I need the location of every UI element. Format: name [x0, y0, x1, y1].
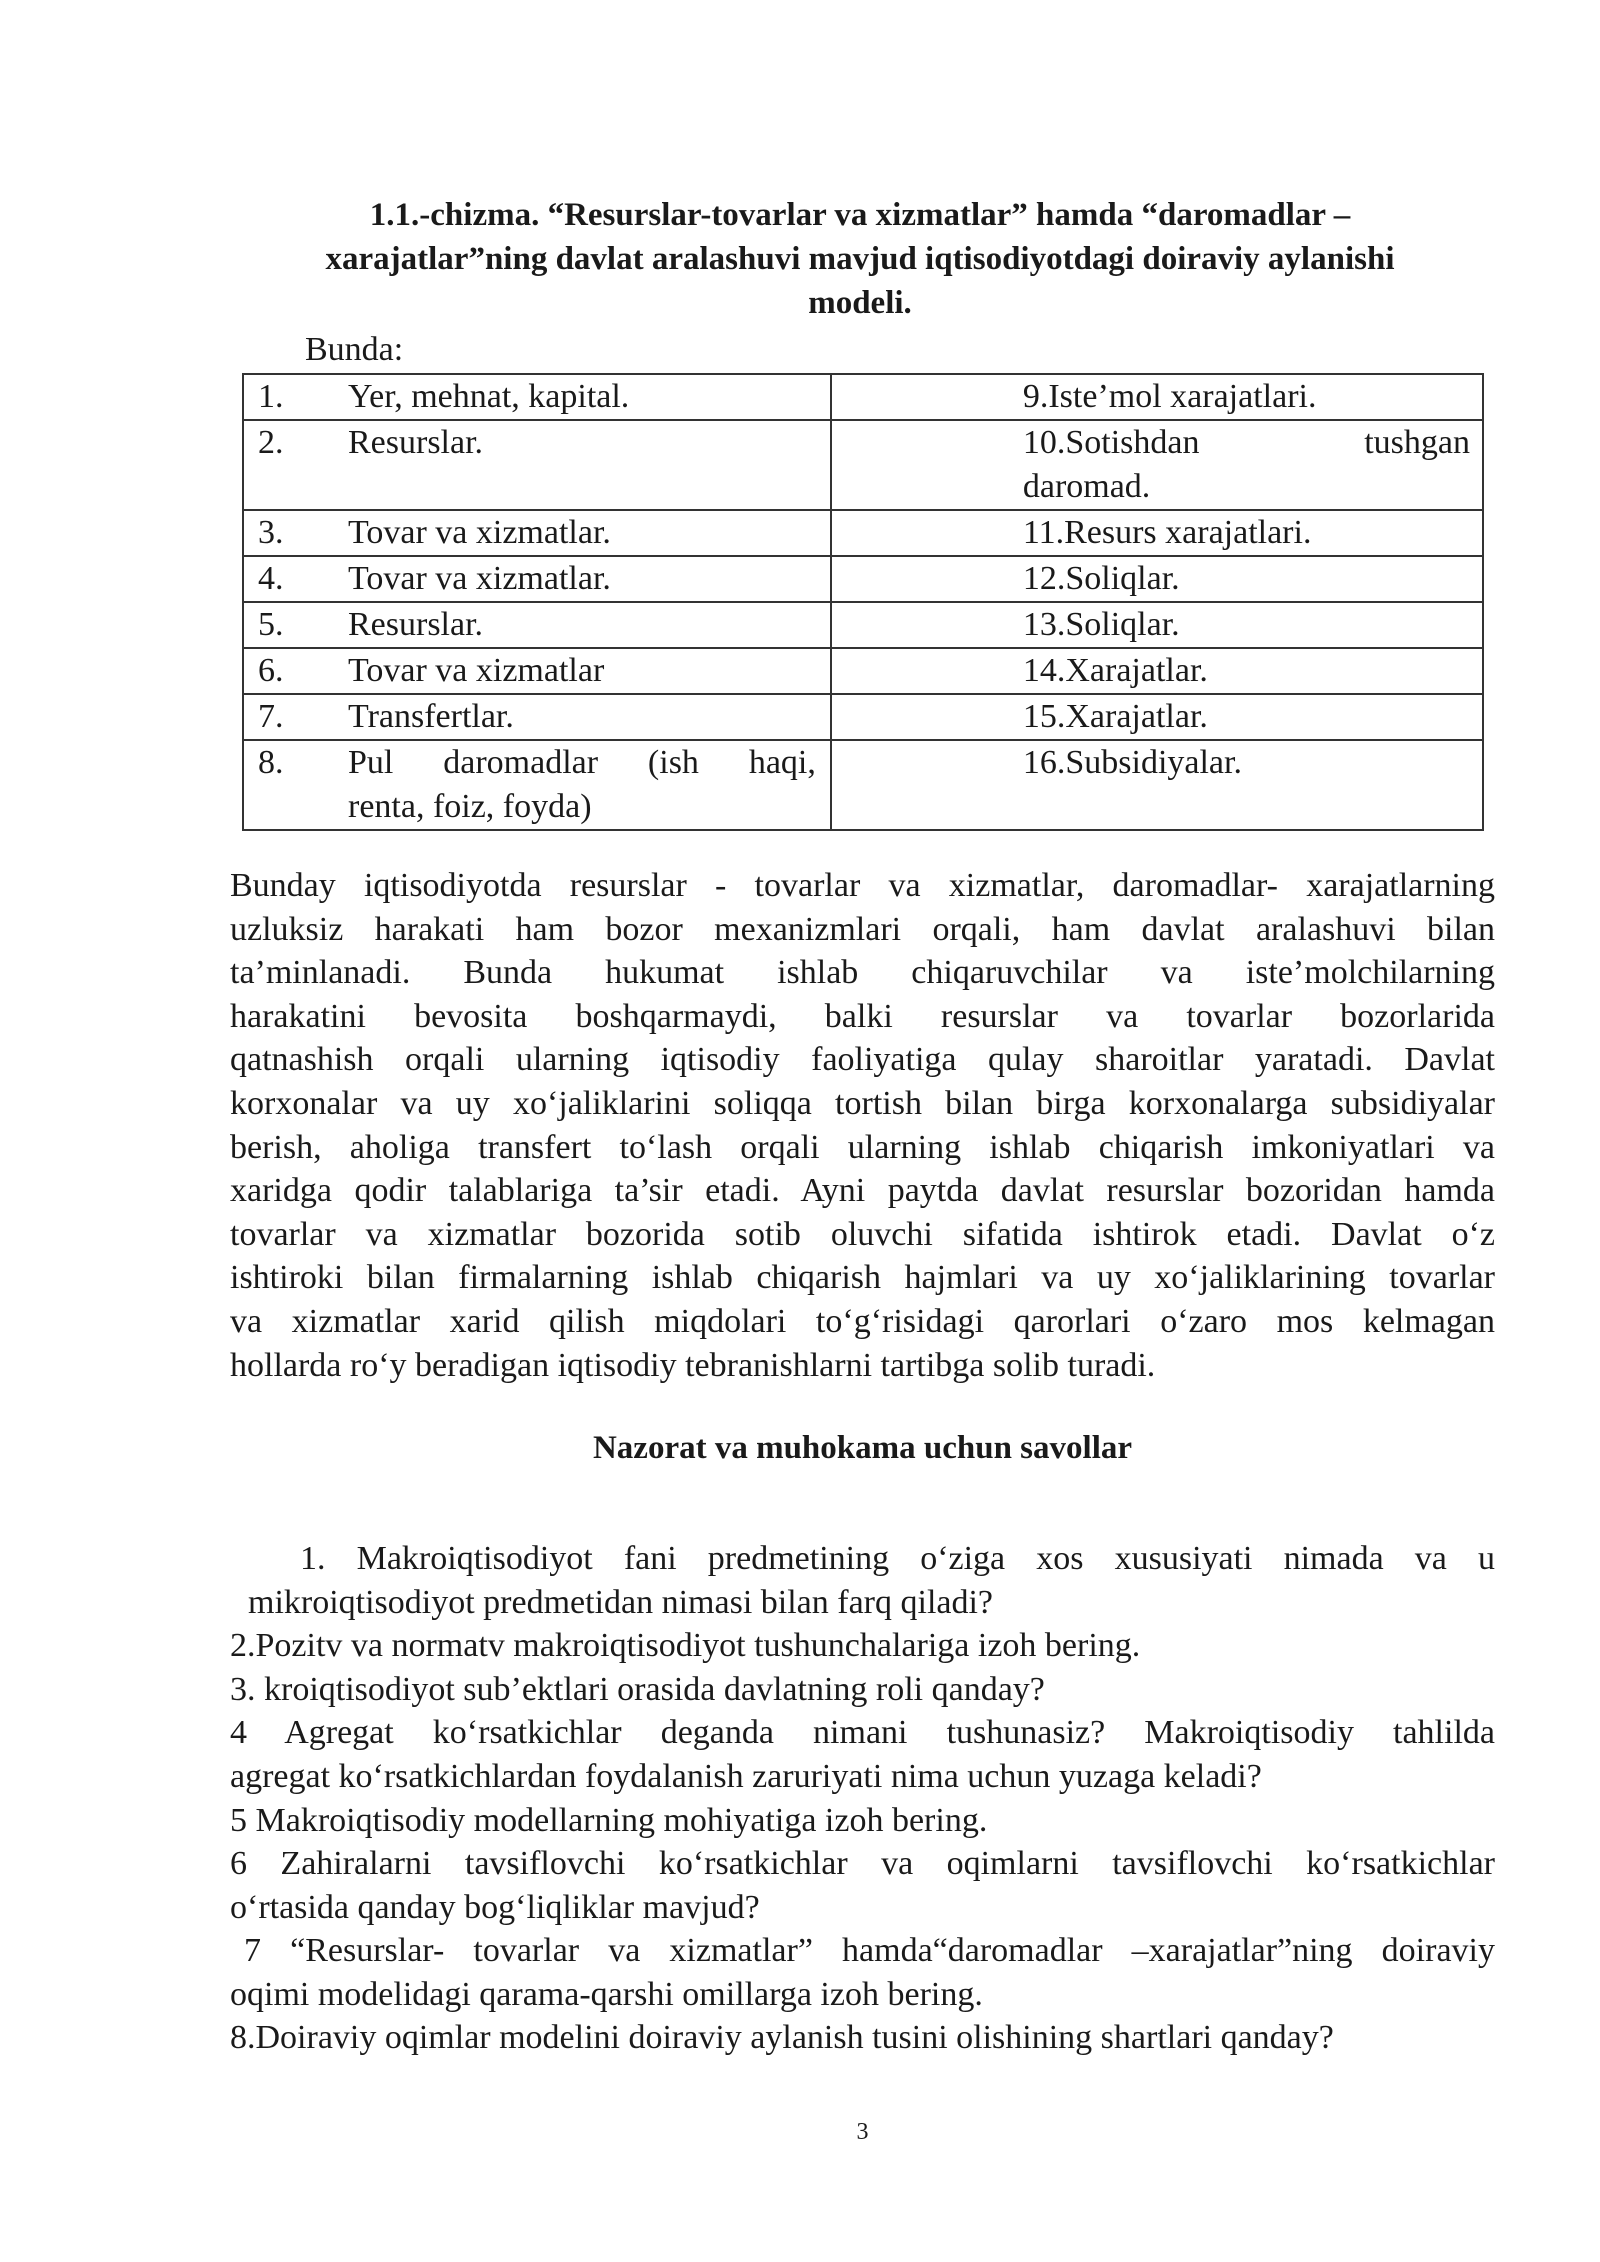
table-row	[243, 694, 1483, 740]
row-label: Resurslar.	[348, 424, 484, 461]
row-label: Transfertlar.	[348, 698, 514, 735]
paragraph-line: qatnashish orqali ularning iqtisodiy faoliyatiga qulay sharoitlar yaratadi. Davlat	[230, 1041, 1495, 1079]
table-row	[243, 648, 1483, 694]
paragraph-line: tovarlar va xizmatlar bozorida sotib oluvchi sifatida ishtirok etadi. Davlat o‘z	[230, 1215, 1495, 1253]
row-label: Resurslar.	[348, 606, 484, 643]
paragraph-line: hollarda ro‘y beradigan iqtisodiy tebranishlarni tartibga solib turadi.	[230, 1346, 1156, 1384]
paragraph-line: korxonalar va uy xo‘jaliklarini soliqqa tortish bilan birga korxonalarga subsidiyalar	[230, 1084, 1495, 1122]
table-cell	[243, 420, 831, 510]
paragraph-line: ta’minlanadi. Bunda hukumat ishlab chiqaruvchilar va iste’molchilarning	[230, 954, 1495, 992]
table-cell	[831, 420, 1483, 510]
table-row	[243, 740, 1483, 830]
question-item: 1. Makroiqtisodiyot fani predmetining o‘ziga xos xususiyati nimada va u	[300, 1540, 1495, 1577]
row-label: Yer, mehnat, kapital.	[348, 378, 630, 415]
paragraph-line: berish, aholiga transfert to‘lash orqali ularning ishlab chiqarish imkoniyatlari va	[230, 1128, 1495, 1166]
row-label: 9.Iste’mol xarajatlari.	[1022, 378, 1317, 415]
question-item: 3. kroiqtisodiyot sub’ektlari orasida davlatning roli qanday?	[230, 1671, 1045, 1708]
table-cell	[831, 648, 1483, 694]
table-cell	[831, 740, 1483, 830]
table-row	[243, 510, 1483, 556]
row-label: renta, foiz, foyda)	[348, 788, 592, 825]
question-item: o‘rtasida qanday bog‘liqliklar mavjud?	[230, 1889, 760, 1926]
legend-table	[242, 373, 1484, 831]
table-cell	[831, 510, 1483, 556]
row-number: 6.	[258, 652, 284, 689]
questions-heading: Nazorat va muhokama uchun savollar	[592, 1430, 1133, 1466]
paragraph-line: uzluksiz harakati ham bozor mexanizmlari orqali, ham davlat aralashuvi bilan	[230, 910, 1495, 948]
row-label: daromad.	[1022, 468, 1151, 505]
table-cell	[243, 648, 831, 694]
table-cell	[831, 602, 1483, 648]
row-label: 10.Sotishdan tushgan	[1022, 424, 1470, 461]
table-cell	[831, 556, 1483, 602]
question-item: 5 Makroiqtisodiy modellarning mohiyatiga izoh bering.	[230, 1802, 988, 1839]
question-item: agregat ko‘rsatkichlardan foydalanish zaruriyati nima uchun yuzaga keladi?	[230, 1758, 1262, 1795]
row-label: 16.Subsidiyalar.	[1022, 744, 1242, 781]
table-row	[243, 556, 1483, 602]
figure-caption-line: 1.1.-chizma. “Resurslar-tovarlar va xizmatlar” hamda “daromadlar –	[369, 197, 1351, 233]
row-label: Pul daromadlar (ish haqi,	[348, 744, 816, 781]
row-number: 1.	[258, 378, 284, 415]
table-row	[243, 374, 1483, 420]
paragraph-line: harakatini bevosita boshqarmaydi, balki resurslar va tovarlar bozorlarida	[230, 997, 1495, 1035]
table-row	[243, 420, 1483, 510]
question-item: 7 “Resurslar- tovarlar va xizmatlar” hamda“daromadlar –xarajatlar”ning doiraviy	[244, 1932, 1495, 1969]
row-number: 5.	[258, 606, 284, 643]
row-label: 15.Xarajatlar.	[1022, 698, 1208, 735]
table-cell	[831, 694, 1483, 740]
question-item: oqimi modelidagi qarama-qarshi omillarga izoh bering.	[230, 1976, 983, 2013]
row-number: 2.	[258, 424, 284, 461]
paragraph-line: va xizmatlar xarid qilish miqdolari to‘g‘risidagi qarorlari o‘zaro mos kelmagan	[230, 1302, 1495, 1340]
body-paragraph	[230, 864, 1495, 1387]
table-cell	[243, 510, 831, 556]
figure-caption	[230, 193, 1490, 325]
question-item: 2.Pozitv va normatv makroiqtisodiyot tushunchalariga izoh bering.	[230, 1627, 1141, 1664]
table-cell	[243, 740, 831, 830]
paragraph-line: ishtiroki bilan firmalarning ishlab chiqarish hajmlari va uy xo‘jaliklarining tovarlar	[230, 1259, 1495, 1297]
row-label: Tovar va xizmatlar.	[348, 560, 611, 597]
legend-intro: Bunda:	[305, 331, 404, 368]
row-label: 11.Resurs xarajatlari.	[1022, 514, 1312, 551]
row-number: 3.	[258, 514, 284, 551]
row-label: Tovar va xizmatlar.	[348, 514, 611, 551]
row-number: 7.	[258, 698, 284, 735]
row-number: 8.	[258, 744, 284, 781]
question-item: mikroiqtisodiyot predmetidan nimasi bilan farq qiladi?	[248, 1584, 994, 1621]
question-item: 6 Zahiralarni tavsiflovchi ko‘rsatkichlar va oqimlarni tavsiflovchi ko‘rsatkichlar	[230, 1845, 1495, 1882]
row-label: 13.Soliqlar.	[1022, 606, 1180, 643]
row-label: Tovar va xizmatlar	[348, 652, 605, 689]
figure-caption-line: xarajatlar”ning davlat aralashuvi mavjud iqtisodiyotdagi doiraviy aylanishi	[325, 241, 1395, 277]
paragraph-line: xaridga qodir talablariga ta’sir etadi. Ayni paytda davlat resurslar bozoridan hamda	[230, 1172, 1495, 1210]
table-cell	[831, 374, 1483, 420]
row-label: 12.Soliqlar.	[1022, 560, 1180, 597]
question-item: 4 Agregat ko‘rsatkichlar deganda nimani tushunasiz? Makroiqtisodiy tahlilda	[230, 1714, 1495, 1751]
paragraph-line: Bunday iqtisodiyotda resurslar - tovarlar va xizmatlar, daromadlar- xarajatlarning	[230, 867, 1495, 904]
page-number: 3	[856, 2119, 869, 2145]
table-row	[243, 602, 1483, 648]
table-cell	[243, 374, 831, 420]
table-cell	[243, 602, 831, 648]
row-label: 14.Xarajatlar.	[1022, 652, 1208, 689]
figure-caption-line: modeli.	[808, 285, 912, 321]
table-cell	[243, 556, 831, 602]
row-number: 4.	[258, 560, 284, 597]
question-item: 8.Doiraviy oqimlar modelini doiraviy aylanish tusini olishining shartlari qanday?	[230, 2019, 1334, 2056]
table-cell	[243, 694, 831, 740]
